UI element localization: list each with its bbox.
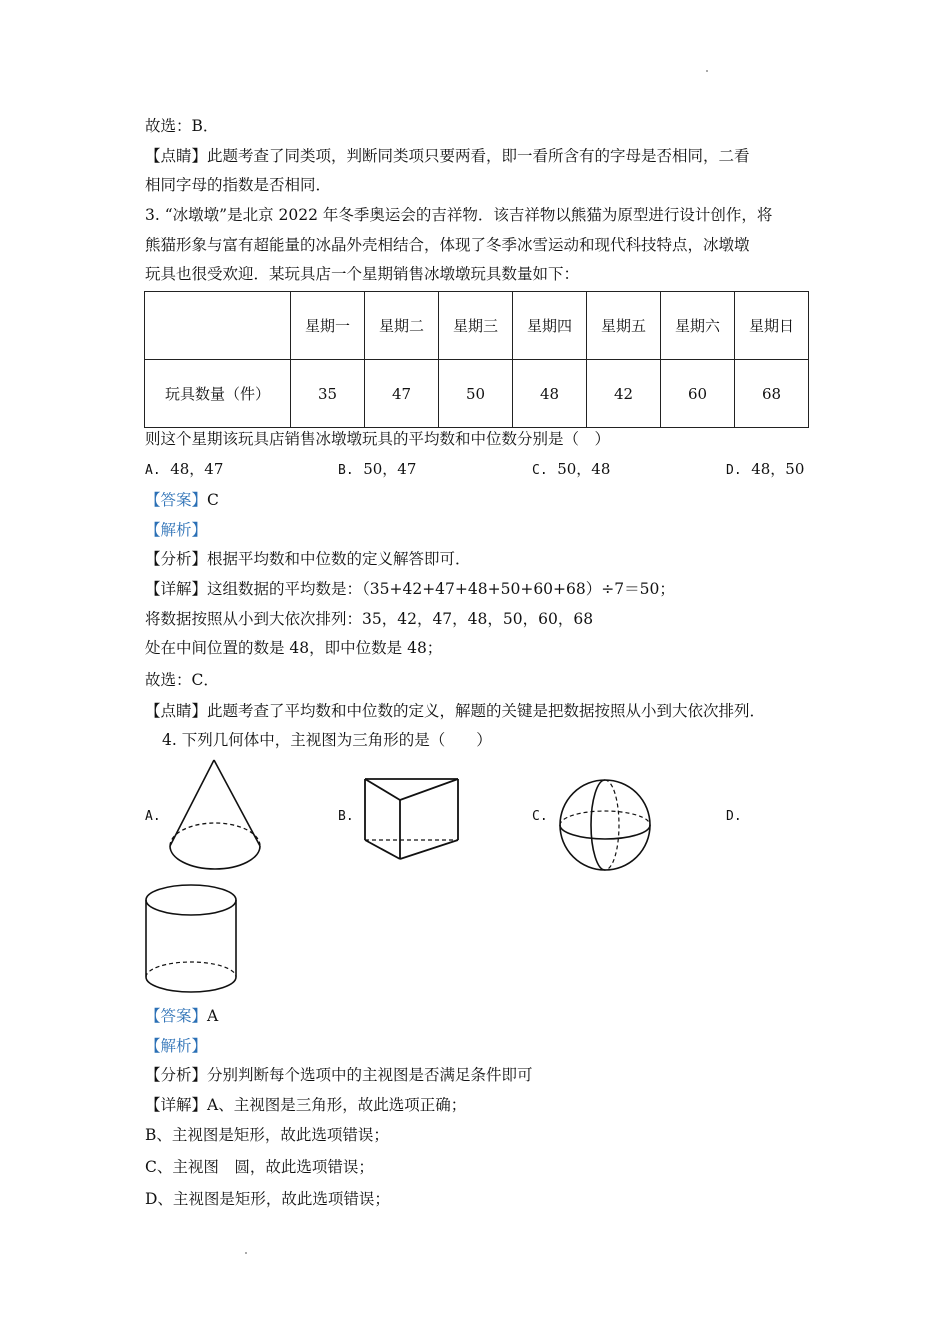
sphere-icon <box>557 777 653 873</box>
analysis-4-d: D、主视图是矩形，故此选项错误； <box>145 1190 390 1208</box>
analysis-4-b: B、主视图是矩形，故此选项错误； <box>145 1126 389 1144</box>
question-3-line-1: 3. “冰墩墩”是北京 2022 年冬季奥运会的吉祥物．该吉祥物以熊猫为原型进行设计创作，将 <box>145 206 773 224</box>
question-3-options <box>145 458 810 480</box>
question-3-line-2: 熊猫形象与富有超能量的冰晶外壳相结合，体现了冬季冰雪运动和现代科技特点，冰墩墩 <box>145 236 750 254</box>
answer-3 <box>145 490 219 510</box>
answer-value: A <box>207 1007 219 1025</box>
table-header-row <box>145 292 809 360</box>
table-header-cell: 星期三 <box>439 292 513 360</box>
analysis-4-detail: 【详解】A、主视图是三角形，故此选项正确； <box>145 1096 467 1114</box>
table-cell: 50 <box>439 360 513 428</box>
analysis-4-heading: 【解析】 <box>145 1037 208 1055</box>
table-row <box>145 360 809 428</box>
option-c: C. 50，48 <box>532 460 611 478</box>
answer-conclusion: 故选：B． <box>145 117 219 135</box>
option-d: D. 48，50 <box>726 460 805 478</box>
page-dot-top <box>706 70 708 72</box>
option-b: B. 50，47 <box>338 460 417 478</box>
table-cell: 48 <box>513 360 587 428</box>
analysis-3-sorted: 将数据按照从小到大依次排列：35，42，47，48，50，60，68 <box>145 610 594 628</box>
analysis-3-comment: 【点睛】此题考查了平均数和中位数的定义，解题的关键是把数据按照从小到大依次排列． <box>145 702 766 720</box>
table-row-label: 玩具数量（件） <box>145 360 291 428</box>
table-cell: 60 <box>661 360 735 428</box>
analysis-3-select: 故选：C． <box>145 671 219 689</box>
shape-option-b-label: B. <box>338 809 354 824</box>
comment-text: 此题考查了同类项，判断同类项只要两看，即一看所含有的字母是否相同，二看 <box>207 147 750 165</box>
table-cell: 47 <box>365 360 439 428</box>
table-header-cell: 星期六 <box>661 292 735 360</box>
shape-option-a-label: A. <box>145 809 161 824</box>
answer-tag: 【答案】 <box>145 491 208 509</box>
table-cell: 68 <box>735 360 809 428</box>
analysis-3-heading: 【解析】 <box>145 521 208 539</box>
triangular-prism-icon <box>362 776 462 862</box>
table-header-cell: 星期五 <box>587 292 661 360</box>
analysis-3-detail: 【详解】这组数据的平均数是：（35+42+47+48+50+60+68）÷7＝50； <box>145 580 675 598</box>
table-cell: 42 <box>587 360 661 428</box>
table-header-cell <box>145 292 291 360</box>
comment-line-2: 相同字母的指数是否相同． <box>145 176 332 194</box>
cylinder-icon <box>143 882 239 998</box>
option-a: A. 48，47 <box>145 460 224 478</box>
table-header-cell: 星期日 <box>735 292 809 360</box>
table-cell: 35 <box>291 360 365 428</box>
cone-icon <box>166 758 266 876</box>
analysis-3-median: 处在中间位置的数是 48，即中位数是 48； <box>145 639 443 657</box>
answer-tag: 【答案】 <box>145 1007 208 1025</box>
answer-value: C <box>207 491 219 509</box>
page-dot-bottom <box>245 1252 247 1254</box>
table-header-cell: 星期二 <box>365 292 439 360</box>
answer-4 <box>145 1006 218 1026</box>
question-3-line-3: 玩具也很受欢迎．某玩具店一个星期销售冰墩墩玩具数量如下： <box>145 265 580 283</box>
comment-tag: 【点睛】 <box>145 147 208 165</box>
shape-option-d-label: D. <box>726 809 742 824</box>
question-3-ask: 则这个星期该玩具店销售冰墩墩玩具的平均数和中位数分别是（ ） <box>145 430 611 448</box>
table-header-cell: 星期一 <box>291 292 365 360</box>
sales-table <box>144 291 809 428</box>
shape-option-c-label: C. <box>532 809 548 824</box>
question-4: 4. 下列几何体中，主视图为三角形的是（ ） <box>162 731 492 749</box>
analysis-3-fenxi: 【分析】根据平均数和中位数的定义解答即可． <box>145 550 471 568</box>
comment-line-1 <box>145 146 750 166</box>
analysis-4-fenxi: 【分析】分别判断每个选项中的主视图是否满足条件即可 <box>145 1066 533 1084</box>
table-header-cell: 星期四 <box>513 292 587 360</box>
analysis-4-c: C、主视图 圆，故此选项错误； <box>145 1158 374 1176</box>
